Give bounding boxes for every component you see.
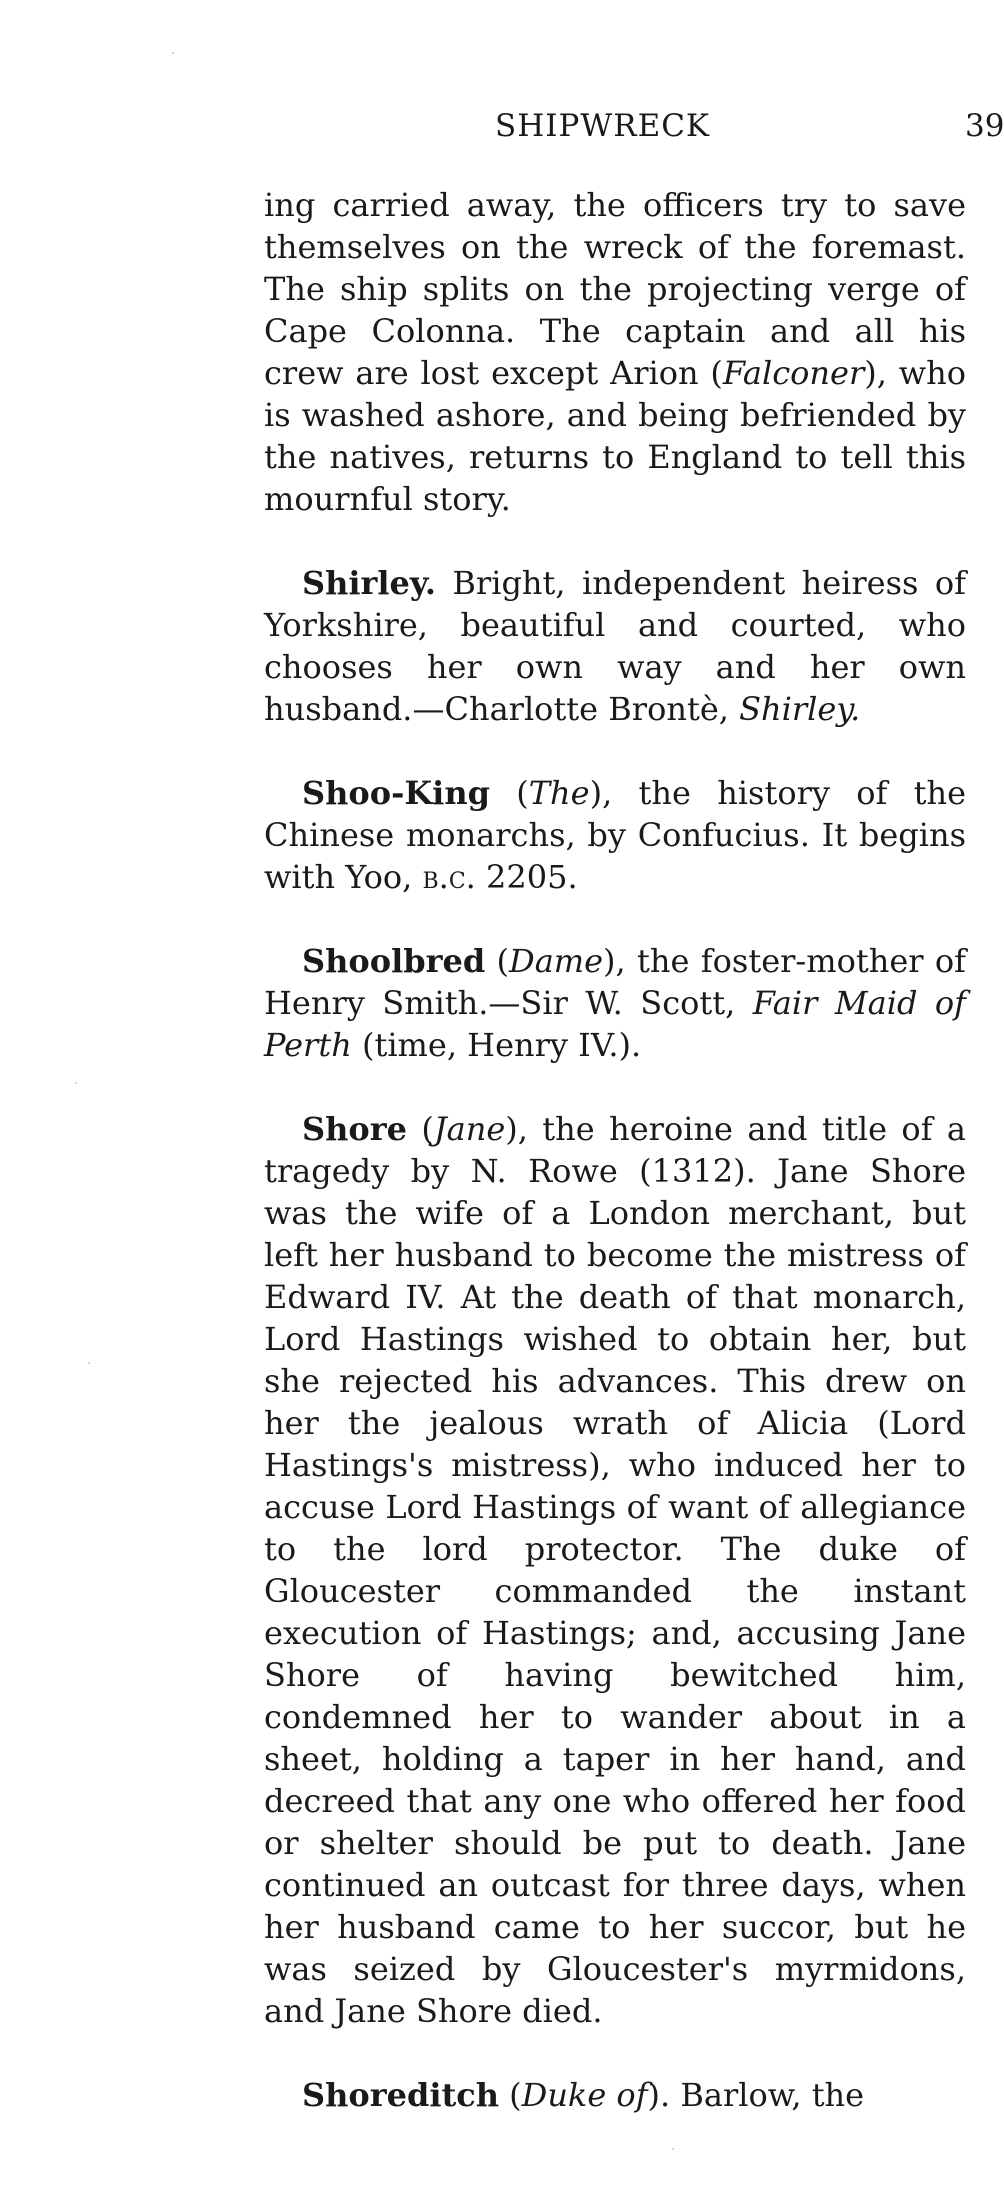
running-title: SHIPWRECK xyxy=(495,108,711,144)
headword: Shore xyxy=(302,1110,407,1148)
text-run: ( xyxy=(489,774,529,812)
entry-shoolbred xyxy=(264,940,966,1066)
entry-shirley xyxy=(264,562,966,730)
entry-body: ), the foster-mother of Henry Smith.—Sir W. Scott, xyxy=(264,942,967,1022)
paper-speck xyxy=(75,1082,77,1084)
headword: Shoo-King xyxy=(302,774,490,812)
paper-speck xyxy=(672,2148,674,2150)
text-column xyxy=(264,184,966,2116)
text-run: 2205. xyxy=(475,858,578,896)
text-run: ing carried away, the officers try to save themselves on the wreck of the foremast. The ship splits on the projecting verge of Cape Colonna. The captain and all his crew are lost except Arion ( xyxy=(264,186,966,392)
continuation-paragraph xyxy=(264,184,966,520)
italic-run: Duke of xyxy=(521,2076,648,2114)
page-number: 39 xyxy=(965,108,1004,144)
headword: Shoolbred xyxy=(302,942,486,980)
entry-body: ). Barlow, the xyxy=(647,2076,865,2114)
italic-run: Fair Maid of Perth xyxy=(264,984,967,1064)
small-caps-run: b.c. xyxy=(422,858,476,896)
italic-run: Shirley. xyxy=(739,690,861,728)
text-run: ( xyxy=(406,1110,434,1148)
italic-run: Jane xyxy=(433,1110,506,1148)
paper-speck xyxy=(172,52,174,54)
entry-body: Bright, independent heiress of Yorkshire, beautiful and courted, who chooses her own way and her own husband.—Charlotte Brontè, xyxy=(264,564,966,728)
text-run: ), who is washed ashore, and being befriended by the natives, returns to England to tell this mournful story. xyxy=(264,354,966,518)
entry-shoreditch xyxy=(264,2074,966,2116)
italic-run: Dame xyxy=(509,942,604,980)
text-run: ( xyxy=(499,2076,522,2114)
text-run: (time, Henry IV.). xyxy=(351,1026,642,1064)
headword: Shirley. xyxy=(302,564,436,602)
text-run: ( xyxy=(485,942,510,980)
headword: Shoreditch xyxy=(302,2076,499,2114)
entry-shoo-king xyxy=(264,772,966,898)
entry-body: ), the history of the Chinese monarchs, by Confucius. It begins with Yoo, xyxy=(264,774,966,896)
italic-run: The xyxy=(528,774,590,812)
entry-shore xyxy=(264,1108,966,2032)
paper-speck xyxy=(88,1362,90,1364)
entry-body: ), the heroine and title of a tragedy by N. Rowe (1312). Jane Shore was the wife of a London merchant, but left her husband to become the mistress of Edward IV. At the death of that monarch, Lord Hastings wished to obtain her, but she rejected his advances. This drew on her the jealous wrath of Alicia (Lord Hastings's mistress), who induced her to accuse Lord Hastings of want of allegiance to the lord protector. The duke of Gloucester commanded the instant execution of Hastings; and, accusing Jane Shore of having bewitched him, condemned her to wander about in a sheet, holding a taper in her hand, and decreed that any one who offered her food or shelter should be put to death. Jane continued an outcast for three days, when her husband came to her succor, but he was seized by Gloucester's myrmidons, and Jane Shore died. xyxy=(264,1110,967,2030)
italic-run: Falconer xyxy=(722,354,865,392)
